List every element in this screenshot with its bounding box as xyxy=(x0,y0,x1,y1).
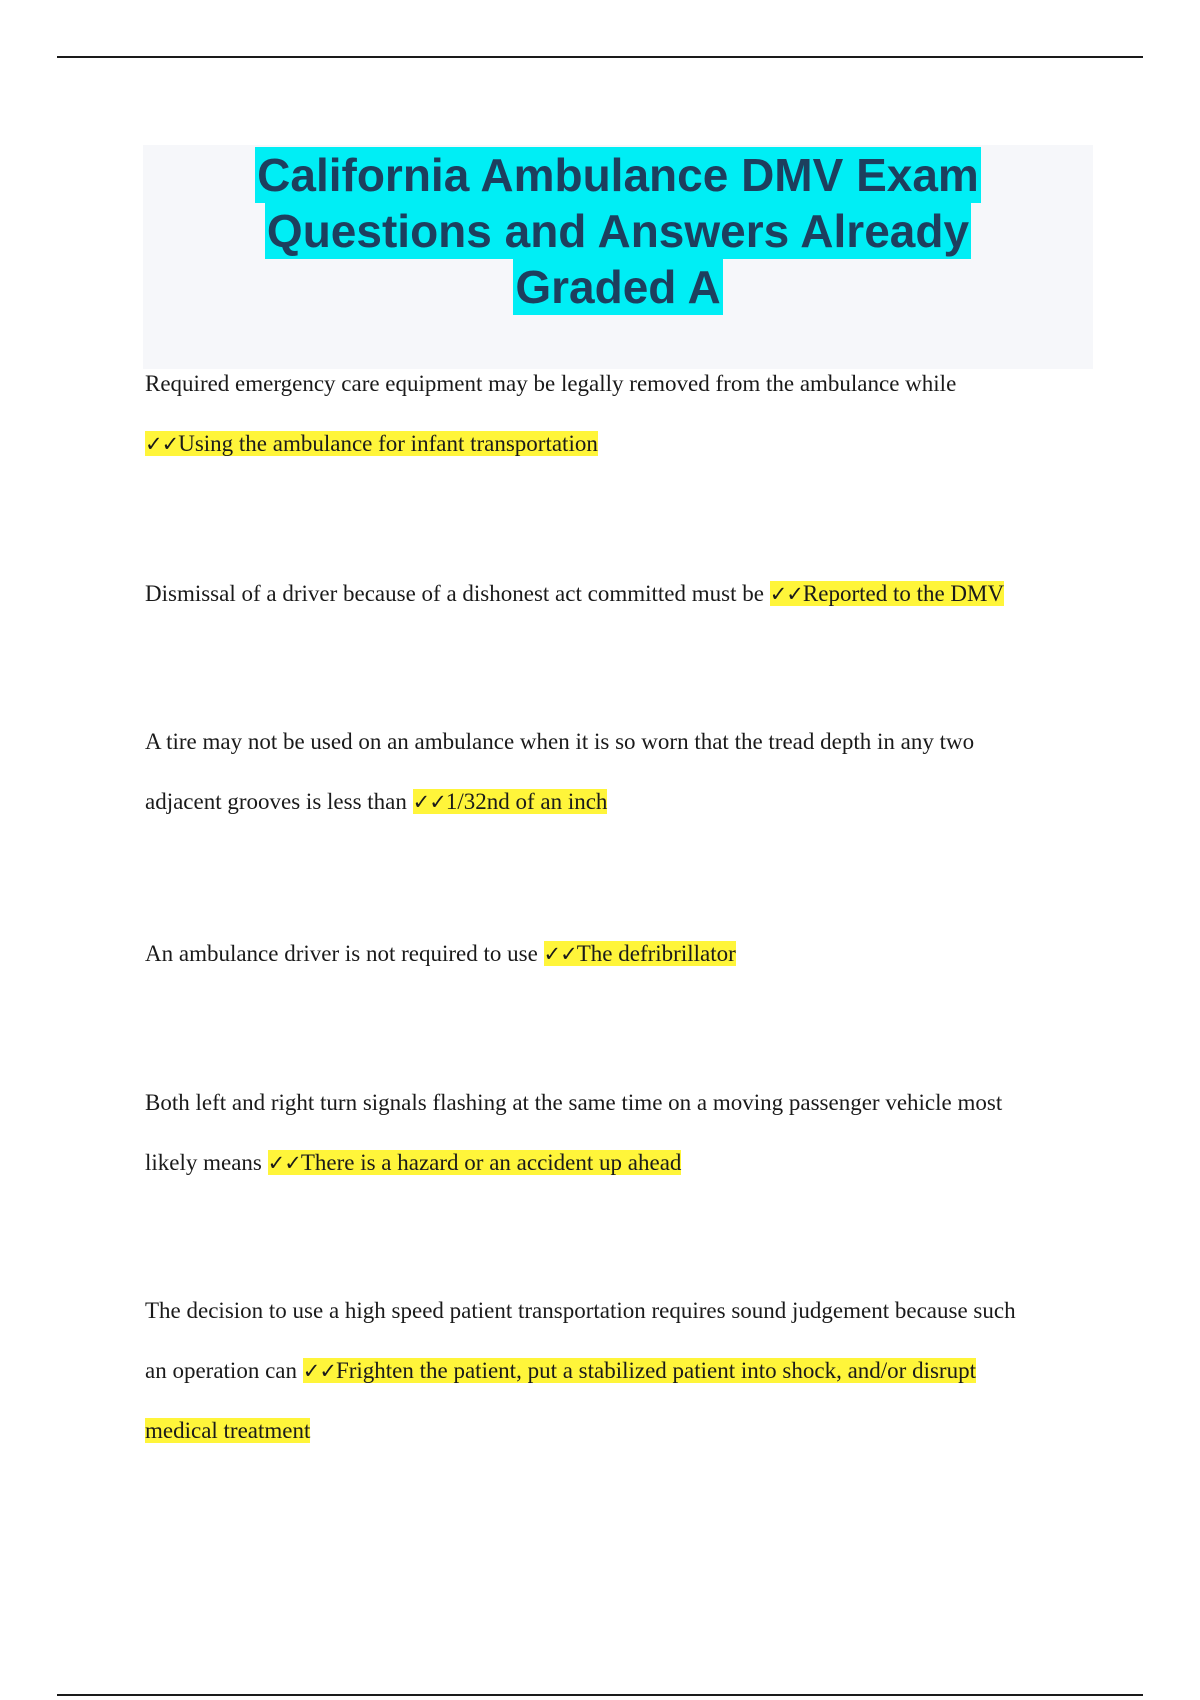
answer-highlight xyxy=(770,581,1004,606)
top-rule xyxy=(57,56,1143,58)
question-text: Required emergency care equipment may be legally removed from the ambulance while xyxy=(145,371,957,396)
qa-item-4 xyxy=(145,924,1075,984)
answer-text: 1/32nd of an inch xyxy=(445,789,608,814)
question-text: likely means xyxy=(145,1150,268,1175)
qa-item-5 xyxy=(145,1073,1075,1193)
title-line: Questions and Answers Already xyxy=(266,205,970,257)
answer-highlight xyxy=(544,941,736,966)
question-text: An ambulance driver is not required to use xyxy=(145,941,544,966)
double-check-icon: ✓✓ xyxy=(302,1359,336,1383)
question-text: an operation can xyxy=(145,1358,303,1383)
answer-text: The defribrillator xyxy=(576,941,736,966)
question-text: A tire may not be used on an ambulance when it is so worn that the tread depth in any two xyxy=(145,729,975,754)
document-title xyxy=(143,145,1093,315)
double-check-icon: ✓✓ xyxy=(145,432,179,456)
answer-highlight xyxy=(303,1358,976,1383)
qa-item-2 xyxy=(145,564,1075,624)
answer-text: There is a hazard or an accident up ahead xyxy=(300,1150,682,1175)
answer-text: Reported to the DMV xyxy=(802,581,1005,606)
bottom-rule xyxy=(57,1694,1143,1696)
double-check-icon: ✓✓ xyxy=(769,582,803,606)
answer-highlight xyxy=(413,789,608,814)
question-text: Both left and right turn signals flashing at the same time on a moving passenger vehicle most xyxy=(145,1090,1003,1115)
title-line: Graded A xyxy=(515,261,721,313)
title-line: California Ambulance DMV Exam xyxy=(257,149,979,201)
answer-text: Using the ambulance for infant transportation xyxy=(178,431,598,456)
answer-text: Frighten the patient, put a stabilized patient into shock, and/or disrupt xyxy=(335,1358,976,1383)
double-check-icon: ✓✓ xyxy=(412,790,446,814)
question-text: The decision to use a high speed patient transportation requires sound judgement because such xyxy=(145,1298,1016,1323)
question-text: adjacent grooves is less than xyxy=(145,789,413,814)
answer-highlight xyxy=(145,1418,310,1443)
qa-item-6 xyxy=(145,1281,1075,1461)
double-check-icon: ✓✓ xyxy=(267,1151,301,1175)
title-banner xyxy=(143,145,1093,369)
qa-item-3 xyxy=(145,712,1075,832)
answer-text: medical treatment xyxy=(145,1418,311,1443)
double-check-icon: ✓✓ xyxy=(543,942,577,966)
answer-highlight xyxy=(145,431,598,456)
question-text: Dismissal of a driver because of a dishonest act committed must be xyxy=(145,581,770,606)
answer-highlight xyxy=(268,1150,682,1175)
qa-item-1 xyxy=(145,354,1075,474)
